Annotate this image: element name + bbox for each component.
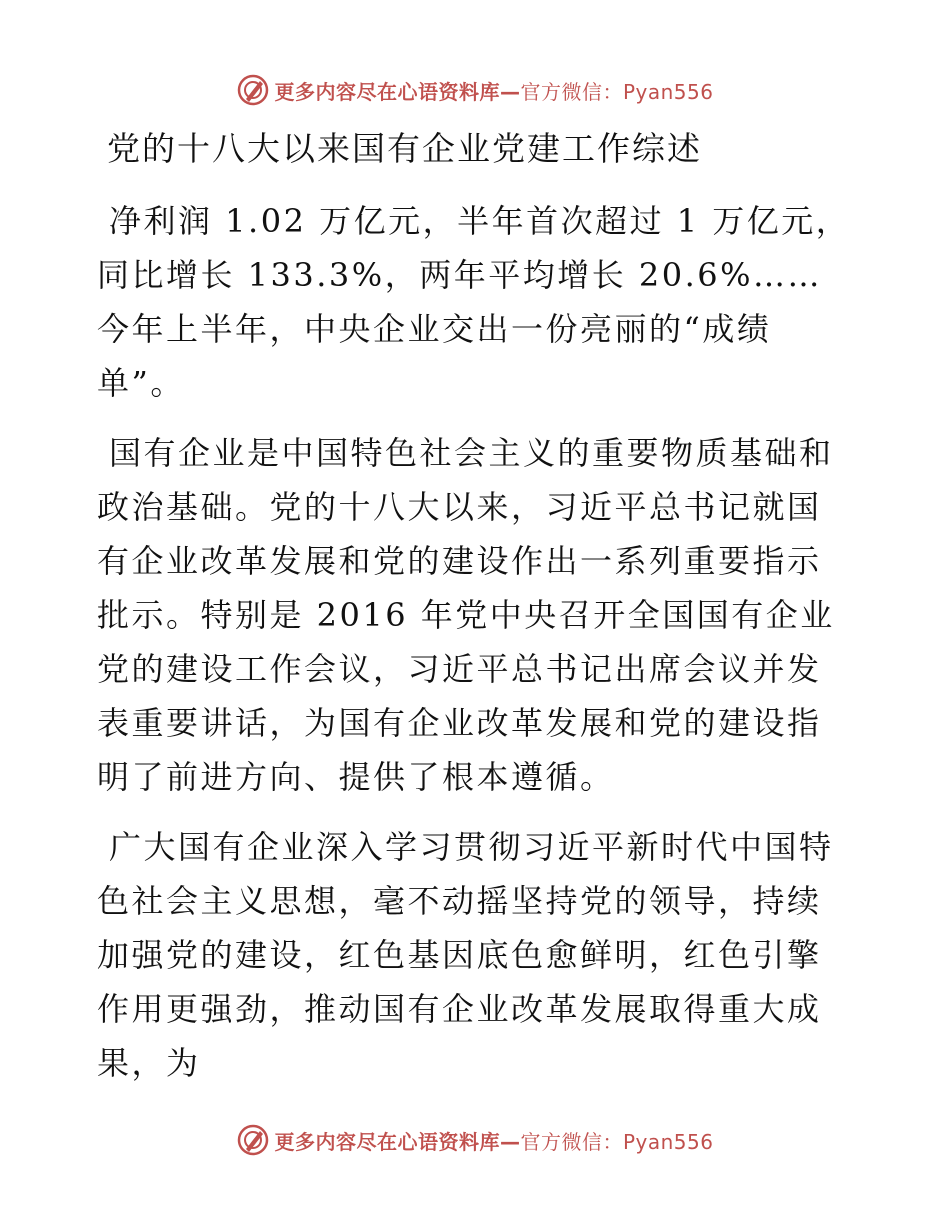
banner-site-text: 更多内容尽在心语资料库— [274,79,521,104]
banner-text [274,76,713,105]
banner-text [274,1126,713,1155]
pen-logo-icon [236,73,270,107]
pen-logo-icon [236,1123,270,1157]
paragraph-2: 国有企业是中国特色社会主义的重要物质基础和政治基础。党的十八大以来，习近平总书记就国有企业改革发展和党的建设作出一系列重要指示批示。特别是 2016 年党中央召开全国国有企业党的建设工作会议，习近平总书记出席会议并发表重要讲话，为国有企业改革发展和党的建设指明了前进方向、提供了根本遵循。 [97,434,835,796]
banner-wechat-text: 官方微信：Pyan556 [520,1129,714,1154]
banner-site-text: 更多内容尽在心语资料库— [274,1129,521,1154]
footer-banner [0,1120,950,1160]
banner-wechat-text: 官方微信：Pyan556 [520,79,714,104]
paragraph-1: 净利润 1.02 万亿元，半年首次超过 1 万亿元，同比增长 133.3%，两年平均增长 20.6%……今年上半年，中央企业交出一份亮丽的“成绩单”。 [97,202,851,402]
header-banner [0,70,950,110]
paragraph-3: 广大国有企业深入学习贯彻习近平新时代中国特色社会主义思想，毫不动摇坚持党的领导，持续加强党的建设，红色基因底色愈鲜明，红色引擎作用更强劲，推动国有企业改革发展取得重大成果，为 [97,828,834,1082]
document-body [97,126,852,1106]
document-title: 党的十八大以来国有企业党建工作综述 [107,129,702,168]
